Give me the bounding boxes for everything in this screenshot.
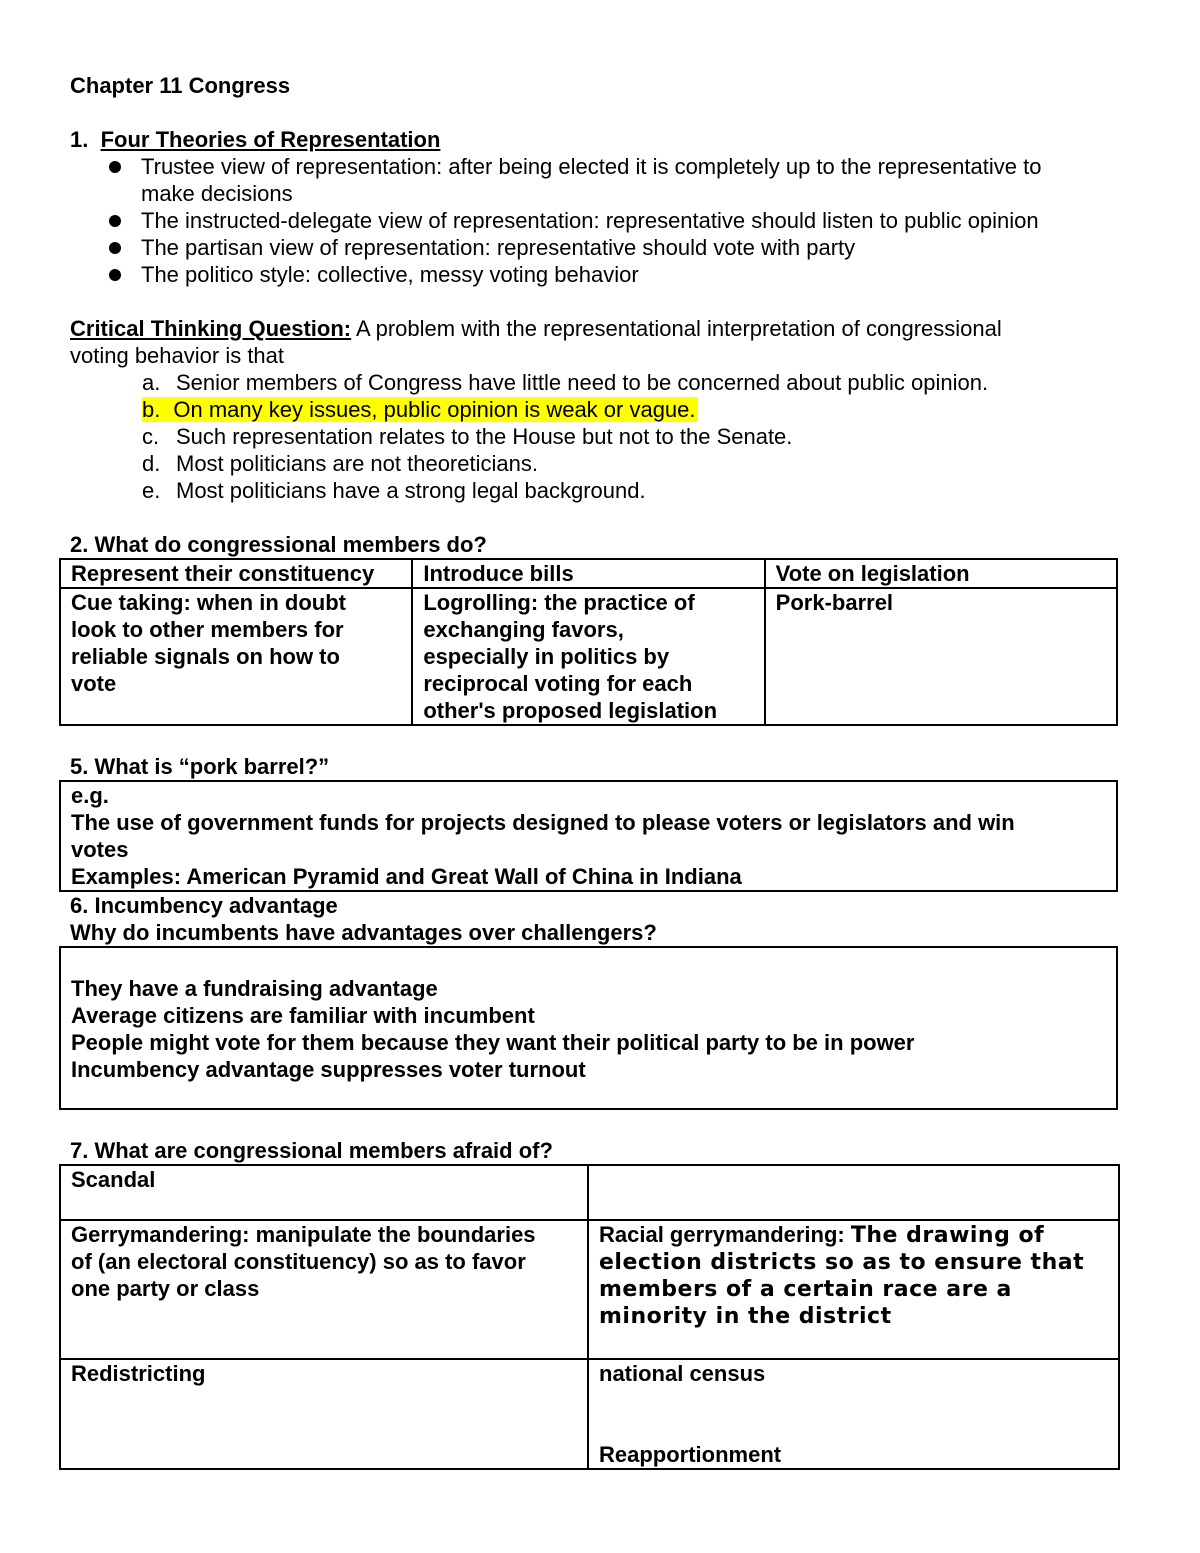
table-header: Introduce bills (412, 559, 764, 588)
table-cell: They have a fundraising advantage Average citizens are familiar with incumbent People might vote for them because they want their political party to be in power Incumbency advantage suppresses voter turnout (60, 947, 1117, 1109)
section6-heading: 6. Incumbency advantage (70, 893, 338, 918)
table-cell: Scandal (60, 1165, 588, 1220)
list-item: The instructed-delegate view of representation: representative should listen to public opinion (70, 207, 1118, 234)
option-b: b. On many key issues, public opinion is weak or vague. (142, 397, 696, 422)
theories-list (70, 153, 1118, 288)
critical-question-cont: voting behavior is that (70, 343, 285, 368)
section1-heading: 1. Four Theories of Representation (70, 127, 441, 152)
table-cell: Cue taking: when in doubt look to other members for reliable signals on how to vote (60, 588, 412, 725)
section5-heading: 5. What is “pork barrel?” (70, 754, 330, 779)
list-item: The politico style: collective, messy voting behavior (70, 261, 1118, 288)
table-cell: Redistricting (60, 1359, 588, 1469)
option-a: a. Senior members of Congress have little need to be concerned about public opinion. (142, 370, 989, 395)
members-do-table (59, 558, 1118, 726)
pork-barrel-box (59, 780, 1118, 892)
critical-question: Critical Thinking Question: A problem with the representational interpretation of congressional (70, 316, 1002, 341)
table-header: Vote on legislation (765, 559, 1117, 588)
section2-heading: 2. What do congressional members do? (70, 532, 487, 557)
table-cell: Gerrymandering: manipulate the boundaries of (an electoral constituency) so as to favor one party or class (60, 1220, 588, 1359)
table-cell: Pork-barrel (765, 588, 1117, 725)
afraid-of-table (59, 1164, 1120, 1470)
list-item: The partisan view of representation: representative should vote with party (70, 234, 1118, 261)
table-cell: national census Reapportionment (588, 1359, 1119, 1469)
table-cell (588, 1165, 1119, 1220)
table-cell: Racial gerrymandering: The drawing of election districts so as to ensure that members of a certain race are a minority in the district (588, 1220, 1119, 1359)
table-cell: e.g. The use of government funds for projects designed to please voters or legislators and win votes Examples: American Pyramid and Great Wall of China in Indiana (60, 781, 1117, 891)
option-c: c. Such representation relates to the House but not to the Senate. (142, 424, 793, 449)
option-e: e. Most politicians have a strong legal background. (142, 478, 646, 503)
page-title: Chapter 11 Congress (70, 73, 291, 98)
table-cell: Logrolling: the practice of exchanging favors, especially in politics by reciprocal voting for each other's proposed legislation (412, 588, 764, 725)
list-item: Trustee view of representation: after being elected it is completely up to the representative to make decisions (70, 153, 1118, 207)
answer-options (70, 369, 1118, 504)
table-header: Represent their constituency (60, 559, 412, 588)
section7-heading: 7. What are congressional members afraid of? (70, 1138, 553, 1163)
incumbency-box (59, 946, 1118, 1110)
document-page (70, 72, 1118, 1470)
section6-question: Why do incumbents have advantages over challengers? (70, 920, 657, 945)
option-d: d. Most politicians are not theoreticians. (142, 451, 538, 476)
